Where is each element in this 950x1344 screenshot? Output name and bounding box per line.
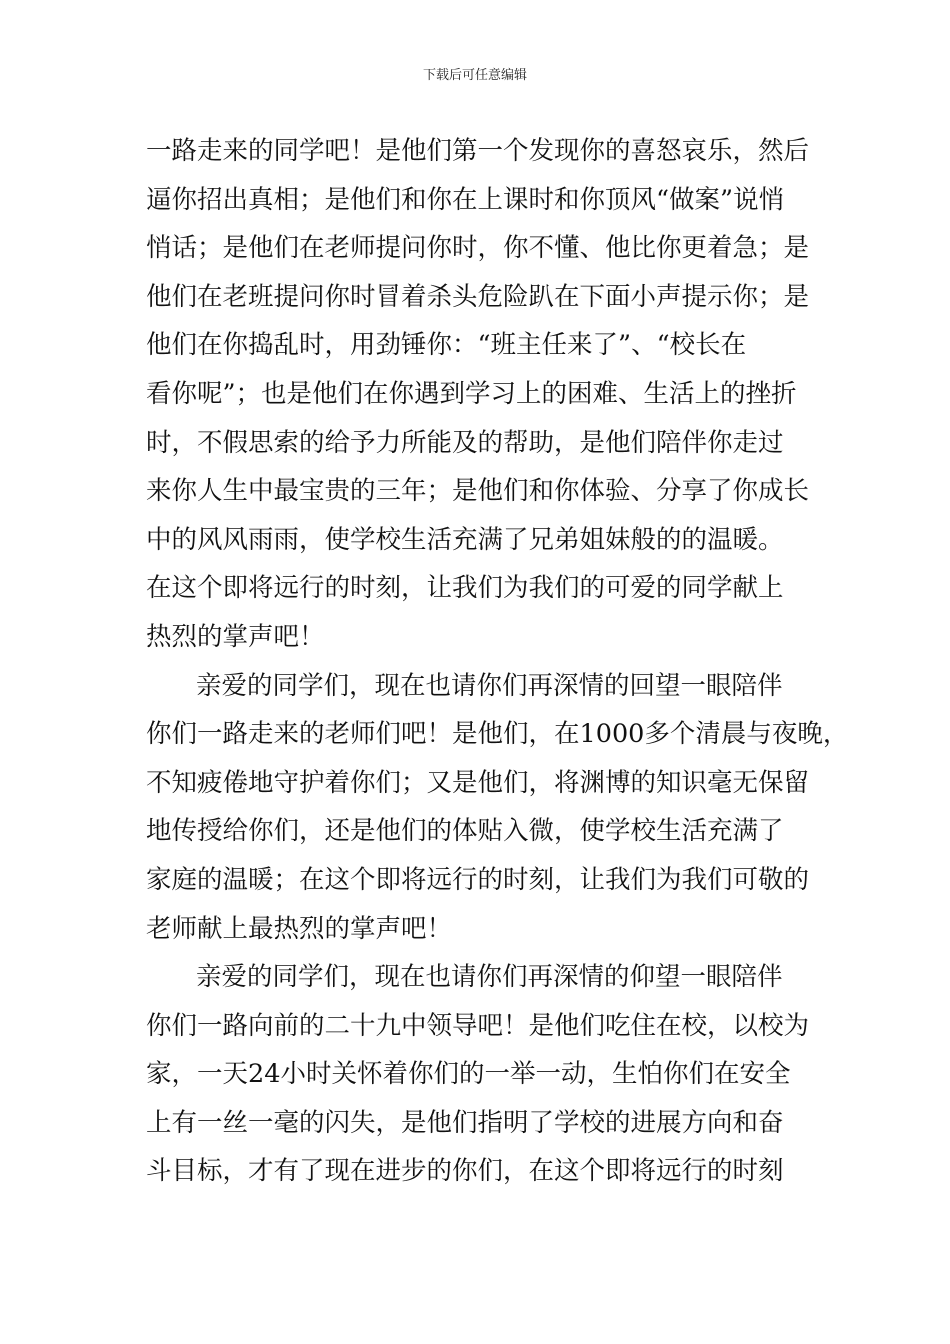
text-line: 时，不假思索的给予力所能及的帮助，是他们陪伴你走过 <box>146 427 784 458</box>
text-line: 老师献上最热烈的掌声吧！ <box>146 913 453 944</box>
text-line: 你们一路走来的老师们吧！是他们，在1000多个清晨与夜晚， <box>146 719 849 750</box>
text-line: 一路走来的同学吧！是他们第一个发现你的喜怒哀乐，然后 <box>146 136 810 166</box>
paragraph-3 <box>146 953 816 1196</box>
paragraph-1 <box>146 127 816 662</box>
text-line: 中的风风雨雨，使学校生活充满了兄弟姐妹般的的温暖。 <box>146 524 784 555</box>
text-line: 家，一天24小时关怀着你们的一举一动，生怕你们在安全 <box>146 1059 791 1090</box>
text-line: 他们在老班提问你时冒着杀头危险趴在下面小声提示你；是 <box>146 281 810 312</box>
text-line: 看你呢”；也是他们在你遇到学习上的困难、生活上的挫折 <box>146 378 797 409</box>
text-line: 悄话；是他们在老师提问你时，你不懂、他比你更着急；是 <box>146 233 810 264</box>
text-line: 亲爱的同学们，现在也请你们再深情的回望一眼陪伴 <box>196 670 783 701</box>
text-line: 来你人生中最宝贵的三年；是他们和你体验、分享了你成长 <box>146 476 810 507</box>
text-line: 亲爱的同学们，现在也请你们再深情的仰望一眼陪伴 <box>196 962 783 993</box>
document-body <box>146 127 849 1196</box>
text-line: 你们一路向前的二十九中领导吧！是他们吃住在校，以校为 <box>146 1010 810 1041</box>
text-line: 斗目标，才有了现在进步的你们，在这个即将远行的时刻 <box>146 1156 784 1187</box>
text-line: 不知疲倦地守护着你们；又是他们，将渊博的知识毫无保留 <box>146 767 810 798</box>
text-line: 在这个即将远行的时刻，让我们为我们的可爱的同学献上 <box>146 573 784 604</box>
text-line: 家庭的温暖；在这个即将远行的时刻，让我们为我们可敬的 <box>146 864 810 895</box>
text-line: 他们在你捣乱时，用劲锤你：“班主任来了”、“校长在 <box>146 330 747 361</box>
text-line: 热烈的掌声吧！ <box>146 621 325 652</box>
paragraph-2 <box>146 662 849 954</box>
text-line: 地传授给你们，还是他们的体贴入微，使学校生活充满了 <box>146 816 784 847</box>
text-line: 逼你招出真相；是他们和你在上课时和你顶风“做案”说悄 <box>146 184 785 215</box>
text-line: 上有一丝一毫的闪失，是他们指明了学校的进展方向和奋 <box>146 1107 784 1138</box>
page-header: 下载后可任意编辑 <box>422 68 527 83</box>
